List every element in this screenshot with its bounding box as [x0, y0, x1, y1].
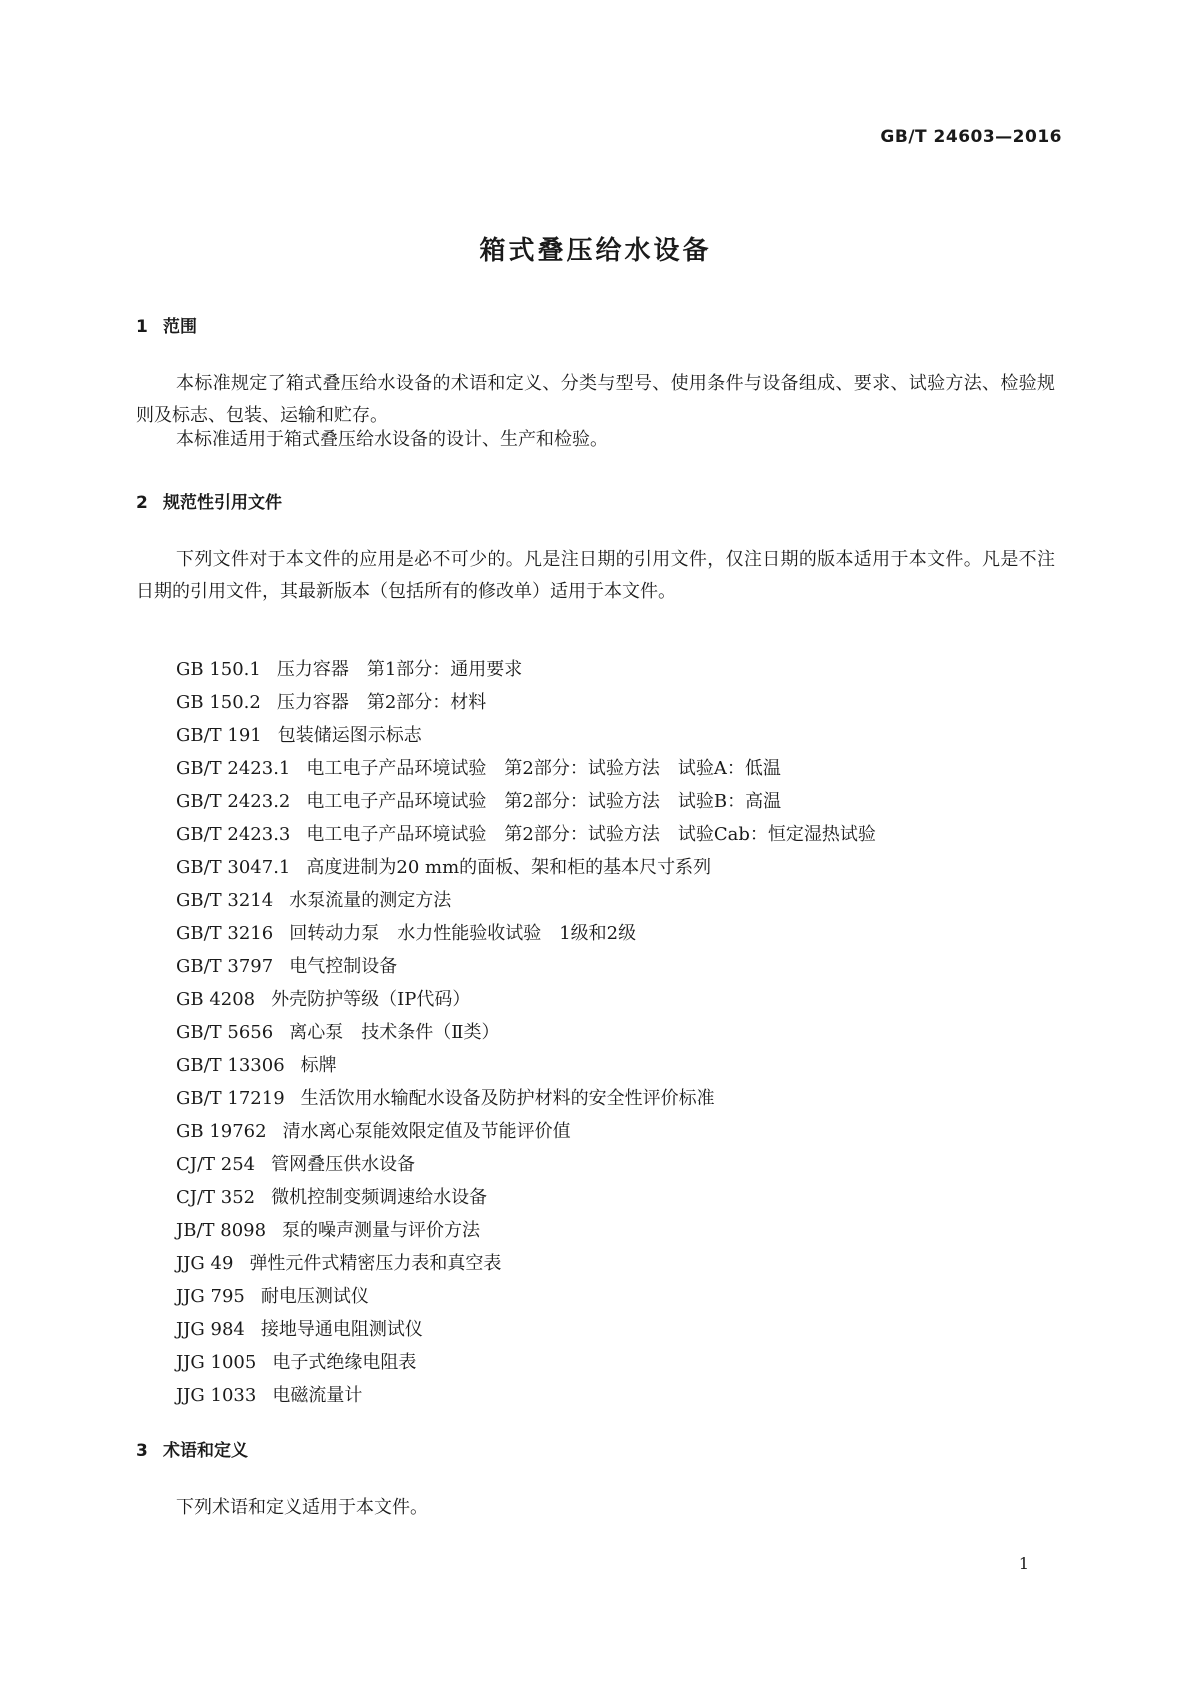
- section-1-paragraph-2: 本标准适用于箱式叠压给水设备的设计、生产和检验。: [176, 429, 608, 450]
- reference-code: GB/T 3216: [176, 923, 274, 944]
- section-2-paragraph-1: 下列文件对于本文件的应用是必不可少的。凡是注日期的引用文件，仅注日期的版本适用于本文件。凡是不注日期的引用文件，其最新版本（包括所有的修改单）适用于本文件。: [136, 549, 1055, 602]
- normative-reference-list: [176, 653, 876, 1412]
- reference-code: JJG 1005: [176, 1352, 257, 1373]
- reference-title: 电工电子产品环境试验 第2部分：试验方法 试验B：高温: [306, 791, 782, 812]
- reference-item: [176, 917, 876, 950]
- reference-title: 压力容器 第2部分：材料: [276, 692, 487, 713]
- reference-item: [176, 1247, 876, 1280]
- reference-item: [176, 1181, 876, 1214]
- reference-code: GB/T 13306: [176, 1055, 285, 1076]
- reference-code: GB/T 3797: [176, 956, 274, 977]
- reference-code: JJG 795: [176, 1286, 245, 1307]
- reference-item: [176, 818, 876, 851]
- reference-item: [176, 1280, 876, 1313]
- section-2-heading: [136, 488, 282, 513]
- reference-item: [176, 1148, 876, 1181]
- reference-item: [176, 983, 876, 1016]
- reference-title: 耐电压测试仪: [260, 1286, 369, 1307]
- reference-item: [176, 884, 876, 917]
- reference-title: 水泵流量的测定方法: [289, 890, 452, 911]
- reference-title: 离心泵 技术条件（Ⅱ类）: [289, 1022, 500, 1043]
- reference-title: 外壳防护等级（IP代码）: [271, 989, 471, 1010]
- reference-code: GB/T 2423.2: [176, 791, 291, 812]
- page-number: 1: [1018, 1554, 1029, 1573]
- reference-item: [176, 752, 876, 785]
- reference-title: 管网叠压供水设备: [271, 1154, 416, 1175]
- reference-code: GB 4208: [176, 989, 256, 1010]
- reference-title: 电磁流量计: [272, 1385, 363, 1406]
- reference-code: GB 19762: [176, 1121, 267, 1142]
- reference-code: JJG 984: [176, 1319, 245, 1340]
- reference-item: [176, 1313, 876, 1346]
- reference-item: [176, 1016, 876, 1049]
- reference-item: [176, 785, 876, 818]
- reference-title: 接地导通电阻测试仪: [260, 1319, 423, 1340]
- reference-item: [176, 950, 876, 983]
- reference-title: 清水离心泵能效限定值及节能评价值: [282, 1121, 571, 1142]
- reference-title: 电工电子产品环境试验 第2部分：试验方法 试验Cab：恒定湿热试验: [306, 824, 876, 845]
- section-1-heading: [136, 312, 197, 337]
- reference-code: JJG 1033: [176, 1385, 257, 1406]
- reference-item: [176, 1082, 876, 1115]
- standard-code: GB/T 24603—2016: [880, 127, 1062, 147]
- reference-title: 电气控制设备: [289, 956, 398, 977]
- reference-code: GB/T 2423.3: [176, 824, 291, 845]
- reference-title: 包装储运图示标志: [277, 725, 422, 746]
- reference-item: [176, 1379, 876, 1412]
- reference-item: [176, 1049, 876, 1082]
- reference-title: 电工电子产品环境试验 第2部分：试验方法 试验A：低温: [306, 758, 781, 779]
- reference-item: [176, 686, 876, 719]
- reference-code: GB/T 191: [176, 725, 262, 746]
- section-number: 2: [136, 493, 148, 513]
- reference-item: [176, 1214, 876, 1247]
- reference-code: GB/T 3214: [176, 890, 274, 911]
- section-3-paragraph-1: 下列术语和定义适用于本文件。: [176, 1497, 428, 1518]
- reference-item: [176, 1346, 876, 1379]
- reference-item: [176, 653, 876, 686]
- section-3-heading: [136, 1436, 248, 1461]
- section-1-paragraph-1: 本标准规定了箱式叠压给水设备的术语和定义、分类与型号、使用条件与设备组成、要求、试验方法、检验规则及标志、包装、运输和贮存。: [136, 373, 1055, 426]
- section-title: 范围: [163, 317, 197, 337]
- section-number: 3: [136, 1441, 148, 1461]
- reference-title: 标牌: [300, 1055, 337, 1076]
- reference-code: GB/T 3047.1: [176, 857, 291, 878]
- section-title: 术语和定义: [163, 1441, 248, 1461]
- reference-title: 高度进制为20 mm的面板、架和柜的基本尺寸系列: [306, 857, 712, 878]
- reference-item: [176, 719, 876, 752]
- reference-title: 微机控制变频调速给水设备: [271, 1187, 488, 1208]
- document-title: 箱式叠压给水设备: [479, 236, 712, 266]
- reference-title: 压力容器 第1部分：通用要求: [276, 659, 523, 680]
- reference-title: 泵的噪声测量与评价方法: [282, 1220, 481, 1241]
- reference-title: 电子式绝缘电阻表: [272, 1352, 417, 1373]
- reference-item: [176, 851, 876, 884]
- reference-code: JJG 49: [176, 1253, 234, 1274]
- section-number: 1: [136, 317, 148, 337]
- reference-code: CJ/T 352: [176, 1187, 256, 1208]
- reference-code: GB/T 5656: [176, 1022, 274, 1043]
- reference-code: GB 150.2: [176, 692, 261, 713]
- reference-title: 回转动力泵 水力性能验收试验 1级和2级: [289, 923, 637, 944]
- reference-item: [176, 1115, 876, 1148]
- reference-code: GB/T 17219: [176, 1088, 285, 1109]
- reference-code: CJ/T 254: [176, 1154, 256, 1175]
- reference-code: JB/T 8098: [176, 1220, 267, 1241]
- reference-title: 弹性元件式精密压力表和真空表: [249, 1253, 502, 1274]
- reference-title: 生活饮用水输配水设备及防护材料的安全性评价标准: [300, 1088, 715, 1109]
- reference-code: GB 150.1: [176, 659, 261, 680]
- reference-code: GB/T 2423.1: [176, 758, 291, 779]
- section-title: 规范性引用文件: [163, 493, 282, 513]
